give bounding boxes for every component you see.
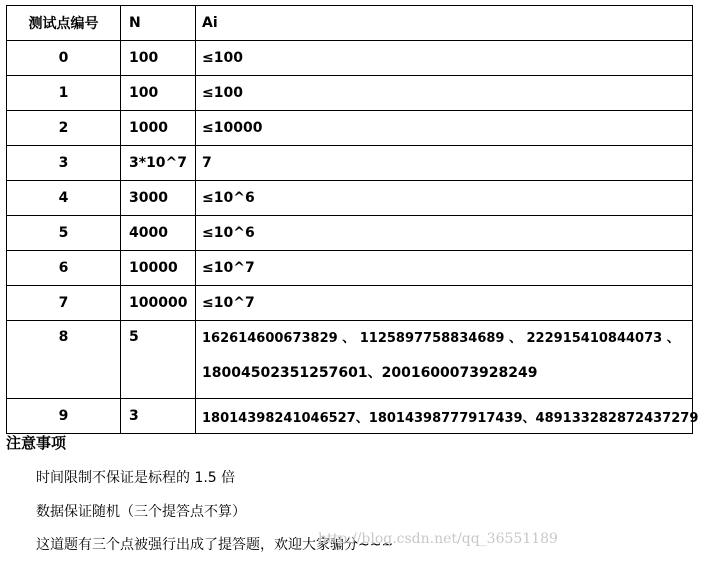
table-row bbox=[7, 321, 693, 399]
cell-testcase-id: 7 bbox=[7, 286, 121, 321]
cell-ai bbox=[196, 76, 693, 111]
cell-testcase-id: 6 bbox=[7, 251, 121, 286]
cell-ai-line: ≤100 bbox=[202, 85, 243, 101]
cell-ai-line: 162614600673829 、 1125897758834689 、 222915410844073 、 bbox=[202, 331, 680, 346]
header-ai: Ai bbox=[196, 6, 693, 41]
cell-ai-line: ≤10^6 bbox=[202, 225, 255, 241]
cell-ai bbox=[196, 321, 693, 399]
cell-ai-line: ≤10^7 bbox=[202, 260, 255, 276]
header-n: N bbox=[121, 6, 196, 41]
cell-n: 4000 bbox=[121, 216, 196, 251]
cell-ai bbox=[196, 216, 693, 251]
cell-ai-line: ≤10000 bbox=[202, 120, 263, 136]
table-row bbox=[7, 286, 693, 321]
cell-n: 1000 bbox=[121, 111, 196, 146]
note-item: 这道题有三个点被强行出成了提答题，欢迎大家骗分~~~ bbox=[36, 537, 394, 553]
cell-testcase-id: 1 bbox=[7, 76, 121, 111]
cell-testcase-id: 3 bbox=[7, 146, 121, 181]
cell-n: 3 bbox=[121, 399, 196, 434]
table-row bbox=[7, 76, 693, 111]
notes-title: 注意事项 bbox=[6, 434, 67, 452]
table-row bbox=[7, 111, 693, 146]
table-row bbox=[7, 216, 693, 251]
table-row bbox=[7, 181, 693, 216]
test-data-table-container bbox=[6, 5, 699, 426]
cell-ai bbox=[196, 286, 693, 321]
note-item: 数据保证随机（三个提答点不算） bbox=[36, 504, 246, 520]
cell-n: 3*10^7 bbox=[121, 146, 196, 181]
cell-n: 3000 bbox=[121, 181, 196, 216]
header-testcase-id: 测试点编号 bbox=[7, 6, 121, 41]
cell-testcase-id: 4 bbox=[7, 181, 121, 216]
table-header-row bbox=[7, 6, 693, 41]
cell-ai-line: 7 bbox=[202, 155, 212, 171]
cell-ai-line: 18014398241046527、18014398777917439、489133282872437279 bbox=[202, 410, 699, 426]
cell-ai bbox=[196, 181, 693, 216]
cell-n: 100 bbox=[121, 76, 196, 111]
table-row bbox=[7, 251, 693, 286]
cell-ai-line: ≤10^6 bbox=[202, 190, 255, 206]
cell-n: 10000 bbox=[121, 251, 196, 286]
table-row bbox=[7, 399, 693, 434]
cell-ai bbox=[196, 399, 699, 434]
cell-ai bbox=[196, 41, 693, 76]
table-row bbox=[7, 146, 693, 181]
cell-n: 100000 bbox=[121, 286, 196, 321]
cell-n: 100 bbox=[121, 41, 196, 76]
cell-testcase-id: 9 bbox=[7, 399, 121, 434]
cell-ai bbox=[196, 146, 693, 181]
cell-testcase-id: 5 bbox=[7, 216, 121, 251]
cell-ai-line: ≤10^7 bbox=[202, 295, 255, 311]
table-row bbox=[7, 41, 693, 76]
note-item: 时间限制不保证是标程的 1.5 倍 bbox=[36, 470, 236, 486]
cell-ai bbox=[196, 111, 693, 146]
cell-ai-line: 18004502351257601、2001600073928249 bbox=[202, 365, 538, 381]
cell-n: 5 bbox=[121, 321, 196, 399]
cell-testcase-id: 2 bbox=[7, 111, 121, 146]
watermark: http://blog.csdn.net/qq_36551189 bbox=[318, 531, 558, 547]
cell-testcase-id: 0 bbox=[7, 41, 121, 76]
test-data-table bbox=[6, 5, 699, 434]
cell-ai bbox=[196, 251, 693, 286]
cell-testcase-id: 8 bbox=[7, 321, 121, 399]
cell-ai-line: ≤100 bbox=[202, 50, 243, 66]
